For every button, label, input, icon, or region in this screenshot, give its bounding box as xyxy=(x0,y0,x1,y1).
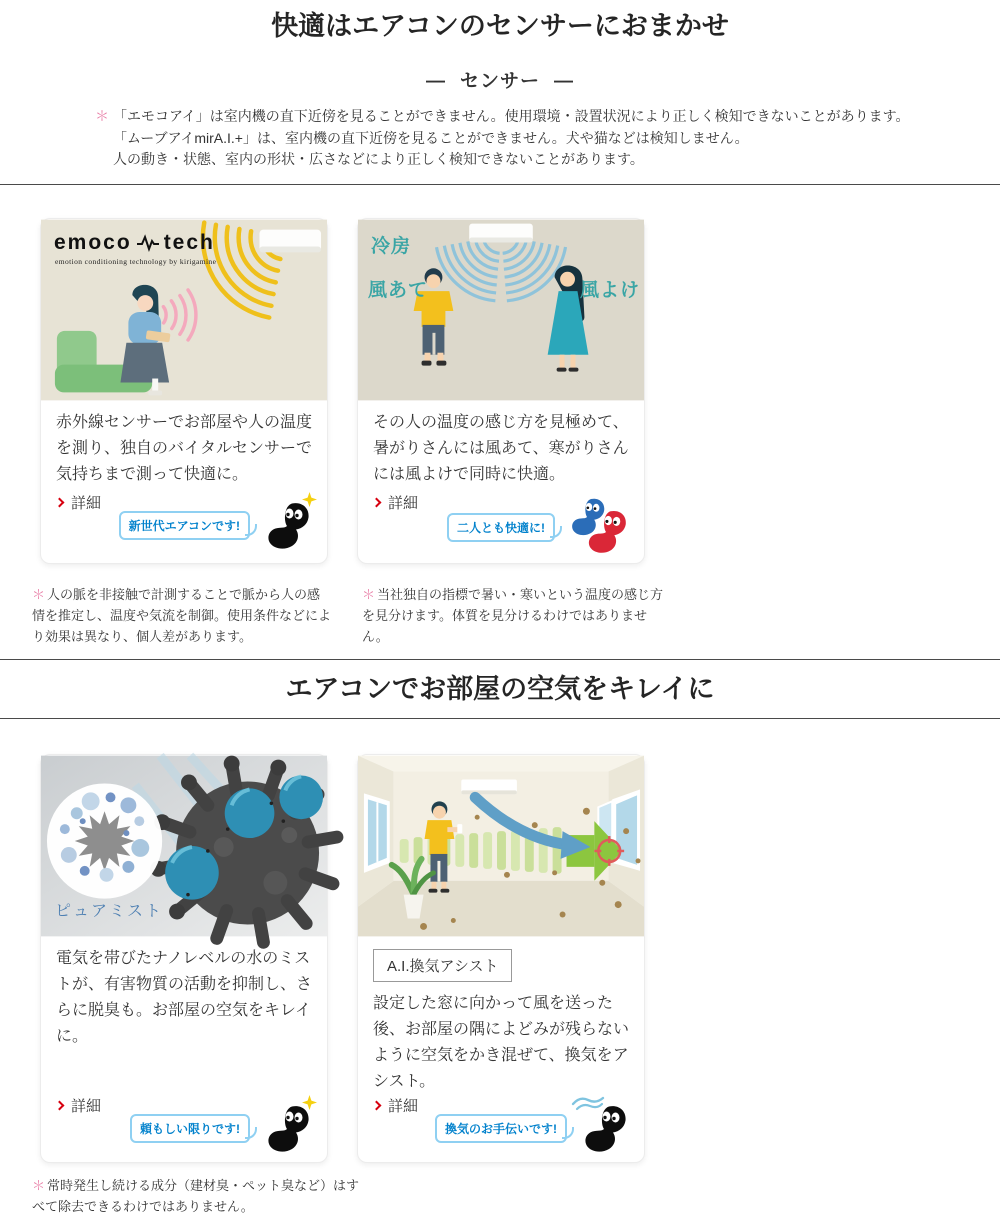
card-body xyxy=(358,937,644,1162)
divider xyxy=(0,718,1000,719)
card-emoco-tech xyxy=(40,218,328,564)
subtitle-dash-left: — xyxy=(425,71,446,92)
penguin-mascot-pair xyxy=(567,501,629,555)
aircon-unit xyxy=(469,223,533,242)
feature-tag: A.I.換気アシスト xyxy=(373,949,512,982)
mist-symbol xyxy=(47,783,162,898)
speech-bubble: 二人とも快適に! xyxy=(447,513,555,542)
card-puremist xyxy=(40,754,328,1163)
disclaimer-line: 「ムーブアイmirA.I.+」は、室内機の直下近傍を見ることができません。犬や猫などは検知しません。 xyxy=(113,129,749,146)
logo-word-emoco: emoco xyxy=(54,230,132,254)
detail-link-label: 詳細 xyxy=(388,494,419,512)
airflow-illustration xyxy=(358,219,644,401)
card-body xyxy=(41,401,327,563)
note-asterisk: ＊ xyxy=(362,586,376,602)
speech-bubble: 新世代エアコンです! xyxy=(119,511,250,540)
penguin-icon xyxy=(579,1104,629,1154)
emoco-tech-logo xyxy=(54,231,215,255)
divider xyxy=(0,659,1000,660)
note-asterisk: ＊ xyxy=(32,586,46,602)
card-description: 設定した窓に向かって風を送った後、お部屋の隅によどみが残らないように空気をかき混ぜて、換気をアシスト。 xyxy=(373,994,630,1090)
footnote-text: 当社独自の指標で暑い・寒いという温度の感じ方を見分けます。体質を見分けるわけではありません。 xyxy=(362,586,664,644)
badge-row xyxy=(56,501,312,551)
section1-subtitle xyxy=(0,66,1000,93)
puremist-footnote xyxy=(32,1175,362,1217)
disclaimer-line: 「エモコアイ」は室内機の直下近傍を見ることができません。使用環境・設置状況により正しく検知できないことがあります。 xyxy=(113,108,910,124)
card-description: 赤外線センサーでお部屋や人の温度を測り、独自のバイタルセンサーで気持ちまで測って快適に。 xyxy=(56,413,313,483)
footnote-airflow xyxy=(362,584,664,647)
heartbeat-icon xyxy=(136,234,160,252)
disclaimer-line: 人の動き・状態、室内の形状・広さなどにより正しく検知できないことがあります。 xyxy=(113,151,644,167)
section2-title: エアコンでお部屋の空気をキレイに xyxy=(285,673,715,704)
wind-avoid-label: 風よけ xyxy=(580,279,641,301)
divider xyxy=(0,184,1000,185)
sparkle-icon xyxy=(302,492,317,507)
sensor-disclaimer xyxy=(95,106,1000,171)
penguin-mascot xyxy=(262,1104,312,1154)
sparkle-icon xyxy=(302,1095,317,1110)
left-window xyxy=(364,793,390,872)
card-airflow xyxy=(357,218,645,564)
card-body xyxy=(41,937,327,1162)
badge-row xyxy=(56,1104,312,1154)
puremist-illustration xyxy=(41,755,327,937)
note-asterisk: ＊ xyxy=(32,1177,46,1193)
penguin-mascot xyxy=(579,1104,629,1154)
puremist-label: ピュアミスト xyxy=(55,902,164,920)
sensor-disclaimer-lines xyxy=(113,106,909,171)
penguin-mascot xyxy=(262,501,312,551)
ventilation-illustration xyxy=(358,755,644,937)
footnote-text: 人の脈を非接触で計測することで脈から人の感情を推定し、温度や気流を制御。使用条件などにより効果は異なり、個人差があります。 xyxy=(32,586,332,644)
penguin-icon xyxy=(262,501,312,551)
speech-bubble: 頼もしい限りです! xyxy=(130,1114,250,1143)
detail-link-label: 詳細 xyxy=(388,1097,419,1115)
wind-icon xyxy=(571,1092,605,1110)
wind-hit-label: 風あて xyxy=(368,279,429,301)
card-description: その人の温度の感じ方を見極めて、暑がりさんには風あて、寒がりさんには風よけで同時に快適。 xyxy=(373,413,629,483)
card-description: 電気を帯びたナノレベルの水のミストが、有害物質の活動を抑制し、さらに脱臭も。お部屋の空気をキレイに。 xyxy=(56,949,313,1045)
detail-link-label: 詳細 xyxy=(71,1097,102,1115)
note-asterisk: ＊ xyxy=(95,108,109,124)
detail-link-label: 詳細 xyxy=(71,494,102,512)
mode-label: 冷房 xyxy=(371,235,412,257)
subtitle-dash-right: — xyxy=(554,71,574,92)
sensor-footnotes xyxy=(32,584,1000,647)
air-clean-cards-row xyxy=(40,754,1000,1163)
speech-bubble: 換気のお手伝いです! xyxy=(435,1114,567,1143)
red-penguin-icon xyxy=(583,509,629,555)
emoco-tech-illustration xyxy=(41,219,327,401)
footnote-text: 常時発生し続ける成分（建材臭・ペット臭など）はすべて除去できるわけではありません。 xyxy=(32,1177,360,1214)
section1-title: 快適はエアコンのセンサーにおまかせ xyxy=(271,11,729,41)
subtitle-label: センサー xyxy=(459,71,540,92)
logo-word-tech: tech xyxy=(163,230,215,254)
card-vent-assist xyxy=(357,754,645,1163)
badge-row xyxy=(373,501,629,555)
footnote-emoco xyxy=(32,584,332,647)
penguin-icon xyxy=(262,1104,312,1154)
emoco-tagline: emotion conditioning technology by kirigamine xyxy=(55,256,217,266)
card-body xyxy=(358,401,644,563)
sensor-cards-row xyxy=(40,218,1000,564)
aircon-unit xyxy=(259,229,321,252)
badge-row xyxy=(373,1104,629,1154)
aircon-unit xyxy=(461,779,517,794)
